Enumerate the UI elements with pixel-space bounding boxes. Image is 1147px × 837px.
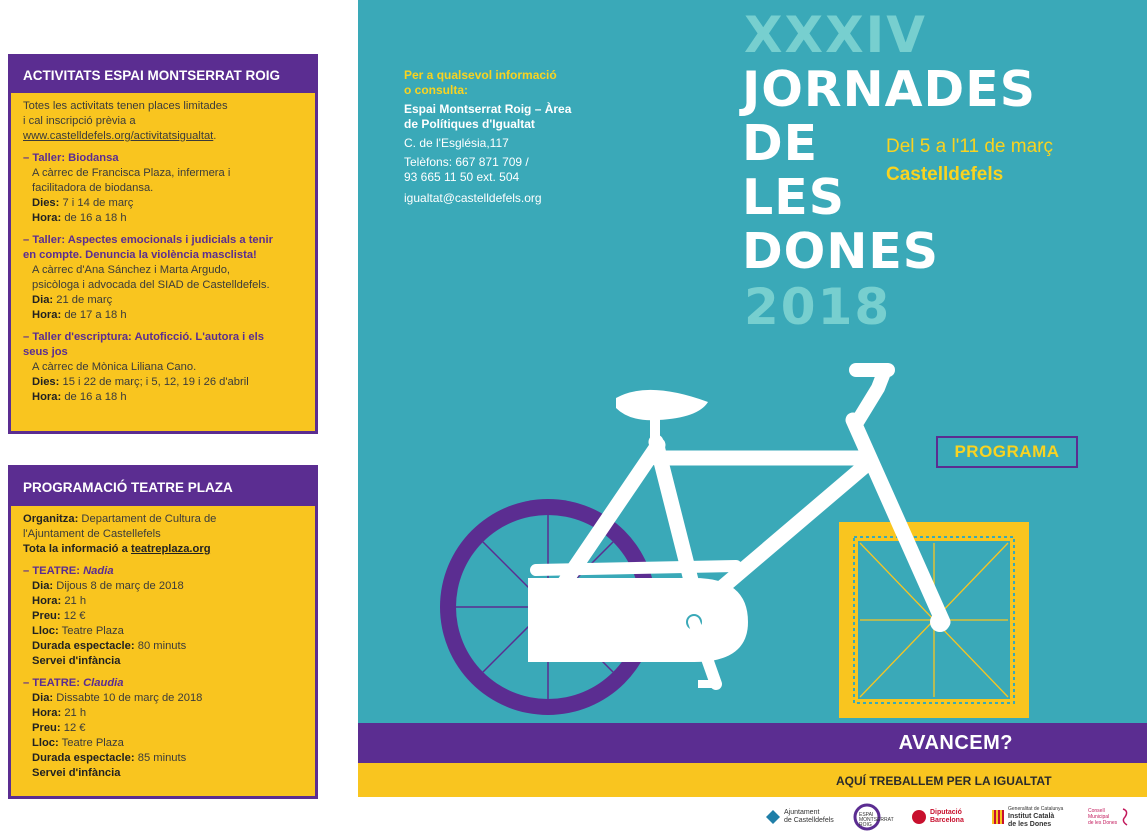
consell-logo: Consell Municipal de les Dones	[1088, 802, 1135, 832]
activitats-link[interactable]: www.castelldefels.org/activitatsigualtat	[23, 130, 214, 142]
tagline-banner: AQUÍ TREBALLEM PER LA IGUALTAT	[358, 763, 1147, 797]
activity-title: – Taller: Aspectes emocionals i judicials a tenir	[23, 234, 273, 246]
edition-number: XXXIV	[744, 6, 927, 64]
title-line-2: DE	[742, 115, 819, 172]
intro-line-1: Totes les activitats tenen places limitades	[23, 100, 228, 112]
bike-handlebar	[856, 370, 888, 424]
espai-logo: ESPAI MONTSERRAT ROIG	[853, 802, 885, 832]
activitats-body: Totes les activitats tenen places limitades i cal inscripció prèvia a www.castelldefels.org/activitatsigualtat. – Taller: Biodansa A càrrec de Francisca Plaza, infermera i facilitadora de biodansa. Dies: 7 i 14 de març Hora: de 16 a 18 h – Taller: Aspectes emocionals i judicials a tenir en compte. Denuncia la violència masclista! A càrrec d'Ana Sánchez i Marta Argudo, psicòloga i advocada del SIAD de Castelldefels. Dia: 21 de març Hora: de 17 a 18 h – Taller d'escriptura: Autoficció. L'autora i els seus jos A càrrec de Mònica Liliana Cano. Dies: 15 i 22 de març; i 5, 12, 19 i 26 d'abril Hora: de 16 a 18 h	[11, 93, 315, 405]
title-year: 2018	[744, 278, 892, 336]
teatre-body: Organitza: Departament de Cultura de l'Ajuntament de Castellefels Tota la informació a teatreplaza.org – TEATRE: Nadia Dia: Dijous 8 de març de 2018 Hora: 21 h Preu: 12 € Lloc: Teatre Plaza Durada espectacle: 80 minuts Servei d'infància – TEATRE: Claudia Dia: Dissabte 10 de març de 2018 Hora: 21 h Preu: 12 € Lloc: Teatre Plaza Durada espectacle: 85 minuts Servei d'infància	[11, 506, 315, 781]
ajuntament-logo: Ajuntament de Castelldefels	[766, 802, 834, 832]
activity-item: – Taller d'escriptura: Autoficció. L'autora i els seus jos A càrrec de Mònica Liliana Cano. Dies: 15 i 22 de març; i 5, 12, 19 i 26 d'abril Hora: de 16 a 18 h	[23, 330, 305, 405]
diputacio-logo: Diputació Barcelona	[912, 802, 964, 832]
activity-title: – Taller: Biodansa	[23, 152, 119, 164]
show-name: Claudia	[83, 677, 124, 689]
activity-title: – Taller d'escriptura: Autoficció. L'autora i els	[23, 331, 264, 343]
generalitat-logo: Generalitat de Catalunya Institut Català de les Dones	[992, 802, 1063, 832]
phones: Telèfons: 667 871 709 /	[404, 155, 529, 169]
ajuntament-icon	[766, 810, 780, 824]
cover-panel	[358, 0, 1147, 797]
show-item: – TEATRE: Nadia Dia: Dijous 8 de març de 2018 Hora: 21 h Preu: 12 € Lloc: Teatre Plaza Durada espectacle: 80 minuts Servei d'infància	[23, 565, 187, 667]
teatre-heading: PROGRAMACIÓ TEATRE PLAZA	[11, 468, 315, 506]
event-dates: Del 5 a l'11 de març	[886, 136, 1053, 157]
show-item: – TEATRE: Claudia Dia: Dissabte 10 de març de 2018 Hora: 21 h Preu: 12 € Lloc: Teatre Plaza Durada espectacle: 85 minuts Servei d'infància	[23, 677, 203, 779]
intro-line-2: i cal inscripció prèvia a	[23, 115, 136, 127]
teatreplaza-link[interactable]: teatreplaza.org	[130, 543, 211, 555]
diputacio-icon	[912, 810, 926, 824]
programa-badge: PROGRAMA	[936, 436, 1078, 468]
activitats-heading: ACTIVITATS ESPAI MONTSERRAT ROIG	[11, 57, 315, 93]
front-wheel-hub	[930, 612, 950, 632]
email-link[interactable]: igualtat@castelldefels.org	[404, 191, 542, 205]
event-city: Castelldefels	[886, 164, 1004, 185]
activity-item: – Taller: Aspectes emocionals i judicials a tenir en compte. Denuncia la violència masclista! A càrrec d'Ana Sánchez i Marta Argudo, psicòloga i advocada del SIAD de Castelldefels. Dia: 21 de març Hora: de 17 a 18 h	[23, 233, 305, 323]
address: C. de l'Església,117	[404, 136, 509, 150]
contact-info: Per a qualsevol informació o consulta: Espai Montserrat Roig – Àrea de Polítiques d'Igualtat C. de l'Església,117 Telèfons: 667 871 709 / 93 665 11 50 ext. 504 igualtat@castelldefels.org	[404, 68, 624, 206]
activity-item: – Taller: Biodansa A càrrec de Francisca Plaza, infermera i facilitadora de biodansa. Dies: 7 i 14 de març Hora: de 16 a 18 h	[23, 151, 305, 226]
bicycle-illustration	[358, 340, 1147, 730]
title-line-1: JORNADES	[742, 61, 1036, 118]
activitats-box	[8, 54, 318, 434]
teatre-box	[8, 465, 318, 799]
title-line-3: LES	[742, 169, 845, 226]
show-name: Nadia	[83, 565, 114, 577]
generalitat-icon	[992, 810, 1004, 824]
consell-icon	[1119, 807, 1131, 827]
avancem-banner: AVANCEM?	[358, 723, 1147, 763]
title-line-4: DONES	[742, 223, 940, 280]
